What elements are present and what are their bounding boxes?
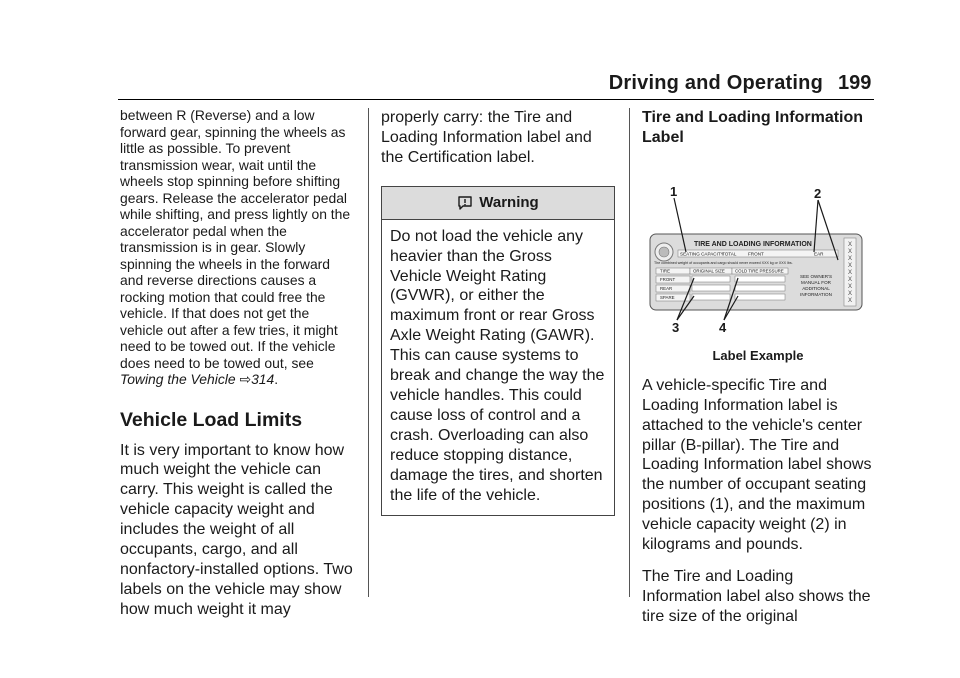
page-ref-icon: ⇨ [239,371,252,387]
svg-text:X: X [847,269,853,276]
figure-caption: Label Example [712,347,804,363]
size-col-header: ORIGINAL SIZE [693,268,725,274]
front-label: FRONT [748,251,764,257]
svg-text:X: X [847,262,853,269]
section-title: Driving and Operating [608,72,823,94]
column-right [642,108,874,627]
paragraph: between R (Reverse) and a low forward gear, spinning the wheels as little as possible. To prevent transmission wear, wait until the wheels stop spinning before shifting gears. Release the accelerator pedal while shifting, and press lightly on the accelerator pedal when the transmission is in gear. Slowly spinning the wheels in the forward and reverse directions causes a rocking motion that could free the vehicle. If that does not get the vehicle out after a few tries, it might need to be towed out. If the vehicle does need to be towed out, see Towing the Vehicle ⇨314. [120,107,351,387]
paragraph-text: between R (Reverse) and a low forward gear, spinning the wheels as little as possible. To prevent transmission wear, wait until the wheels stop spinning before shifting gears. Release the accelerator pedal while shifting, and press lightly on the accelerator pedal when the transmission is in gear. Slowly spinning the wheels in the forward and reverse directions causes a rocking motion that could free the vehicle. If that does not get the vehicle out after a few tries, it might need to be towed out. If the vehicle does need to be towed out, see [120,107,351,371]
paragraph: A vehicle-specific Tire and Loading Information label is attached to the vehicle's center pillar (B-pillar). The Tire and Loading Information label shows the number of occupant seating positions (1), and the maximum vehicle capacity weight (2) in kilograms and pounds. [642,376,872,554]
seating-capacity-label: SEATING CAPACITY [680,251,724,257]
callout-2: 2 [814,185,822,201]
warning-header [382,187,614,220]
row-rear-label: REAR [660,285,673,291]
warning-text: Do not load the vehicle any heavier than the Gross Vehicle Weight Rating (GVWR), or either the maximum front or rear Gross Axle Weight Rating (GAWR). This can cause systems to break and change the way the vehicle handles. This could cause loss of control and a crash. Overloading can also reduce stopping distance, damage the tires, and shorten the life of the vehicle. [390,227,605,504]
svg-text:X: X [847,241,853,248]
section-heading: Tire and Loading Information Label [642,109,864,146]
svg-text:X: X [847,290,853,297]
column-left [120,107,355,620]
callout-4: 4 [719,319,727,335]
see-manual-line-2: MANUAL FOR [801,279,831,285]
svg-text:X: X [847,255,853,262]
row-front-label: FRONT [660,276,676,282]
pressure-col-header: COLD TIRE PRESSURE [735,268,784,274]
svg-text:X: X [847,283,853,290]
header-rule [118,99,874,100]
see-manual-line-4: INFORMATION [800,291,832,297]
warning-icon [457,195,473,211]
paragraph: It is very important to know how much weight the vehicle can carry. This weight is called the vehicle capacity weight and includes the weight of all occupants, cargo, and all nonfactory-installed options. Two labels on the vehicle may show how much weight it may [120,441,353,618]
label-title: TIRE AND LOADING INFORMATION [694,240,812,248]
tire-label-figure [642,174,874,340]
svg-text:X: X [847,297,853,304]
column-divider-1 [368,108,369,597]
column-middle [381,108,617,516]
svg-text:X: X [847,276,853,283]
combined-weight-text: The combined weight of occupants and cargo should never exceed XXX kg or XXX lbs. [654,260,793,265]
column-divider-2 [629,108,630,597]
paragraph: properly carry: the Tire and Loading Information label and the Certification label. [381,109,592,166]
page-number: 199 [838,72,872,94]
row-spare-label: SPARE [660,294,675,300]
cross-reference-page[interactable]: 314 [251,371,275,387]
see-manual-line-3: ADDITIONAL [802,285,830,291]
svg-text:X: X [847,248,853,255]
warning-title: Warning [479,194,539,212]
rear-label: EAR [814,251,824,257]
total-label: TOTAL [722,251,737,257]
barcode-icon [844,238,856,306]
see-manual-line-1: SEE OWNER'S [799,273,833,279]
section-heading: Vehicle Load Limits [120,408,303,431]
callout-1: 1 [670,183,678,199]
tire-label-illustration [642,174,874,340]
tire-col-header: TIRE [660,268,671,274]
paragraph: The Tire and Loading Information label also shows the tire size of the original [642,567,871,625]
callout-3: 3 [672,319,680,335]
cross-reference-link[interactable]: Towing the Vehicle [120,371,236,387]
warning-box [381,186,615,517]
warning-body [382,220,614,516]
